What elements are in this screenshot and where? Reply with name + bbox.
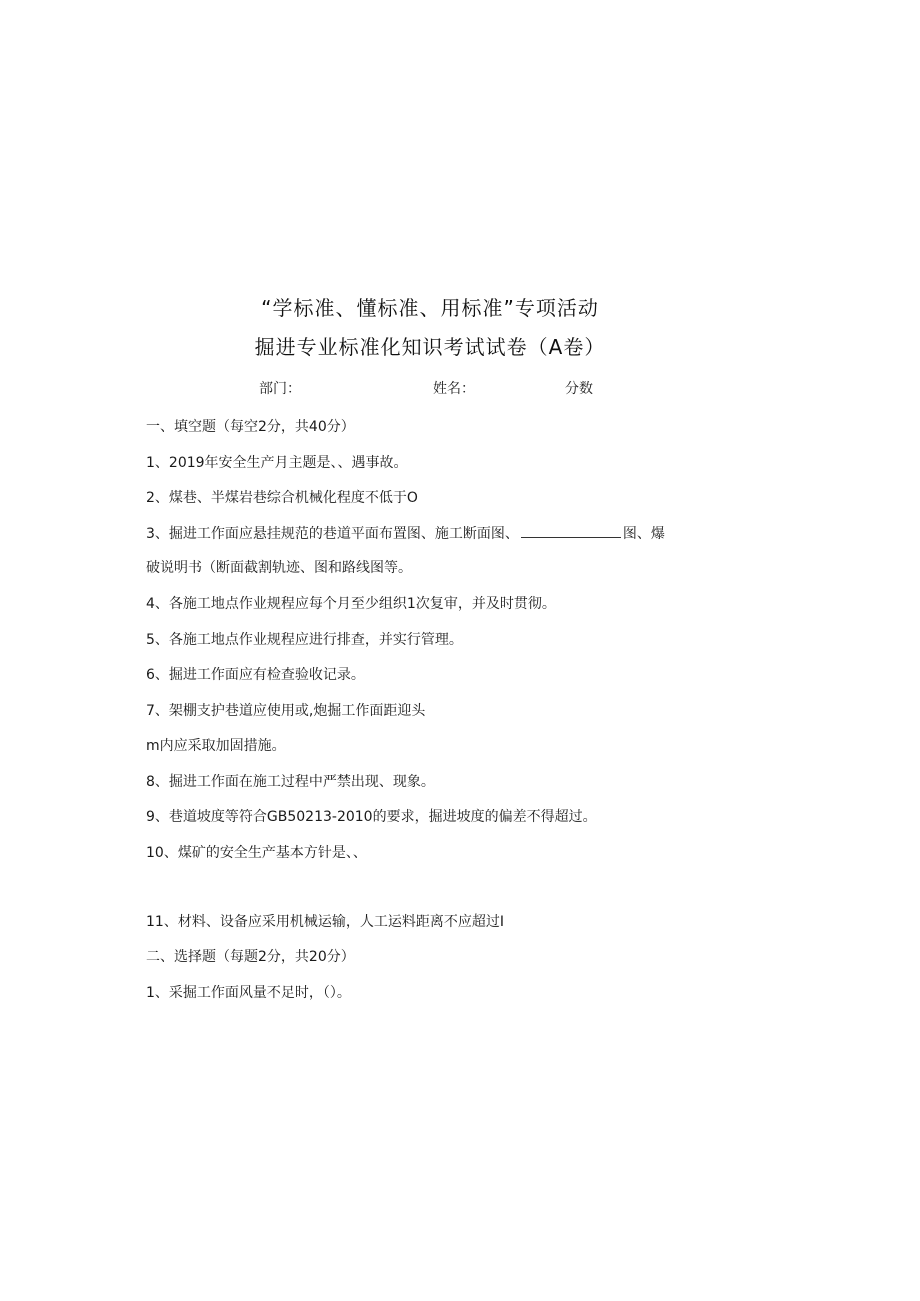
- question-1: 1、2019年安全生产月主题是、、遇事故。: [146, 455, 408, 471]
- question-6: 6、掘进工作面应有检查验收记录。: [146, 667, 365, 683]
- question-5: 5、各施工地点作业规程应进行排查，并实行管理。: [146, 632, 463, 648]
- exam-title-line1: “学标准、懂标准、用标准”专项活动: [261, 296, 599, 320]
- answer-blank: [521, 523, 621, 538]
- question-7-continuation: m内应采取加固措施。: [146, 738, 286, 754]
- section1-heading: 一、填空题（每空2分，共40分）: [146, 419, 355, 435]
- question-3-continuation: 破说明书（断面截割轨迹、图和路线图等。: [146, 560, 412, 576]
- question-8: 8、掘进工作面在施工过程中严禁出现、现象。: [146, 774, 435, 790]
- question-9: 9、巷道坡度等符合GB50213-2010的要求，掘进坡度的偏差不得超过。: [146, 809, 597, 825]
- question-2: 2、煤巷、半煤岩巷综合机械化程度不低于O: [146, 490, 418, 506]
- question-3: [146, 523, 665, 544]
- exam-title-line2: 掘进专业标准化知识考试试卷（A卷）: [254, 335, 606, 359]
- question-10: 10、煤矿的安全生产基本方针是、、: [146, 845, 367, 861]
- score-label: 分数: [565, 381, 593, 397]
- department-label: 部门：: [259, 381, 301, 397]
- section2-heading: 二、选择题（每题2分，共20分）: [146, 949, 355, 965]
- choice-question-1: 1、采掘工作面风量不足时，（）。: [146, 985, 351, 1001]
- name-label: 姓名：: [433, 381, 475, 397]
- question-11: 11、材料、设备应采用机械运输，人工运料距离不应超过I: [146, 914, 504, 930]
- question-3-part1: 3、掘进工作面应悬挂规范的巷道平面布置图、施工断面图、: [146, 526, 519, 542]
- question-7: 7、架棚支护巷道应使用或,炮掘工作面距迎头: [146, 703, 426, 719]
- question-3-part2: 图、爆: [622, 526, 665, 542]
- question-4: 4、各施工地点作业规程应每个月至少组织1次复审，并及时贯彻。: [146, 596, 556, 612]
